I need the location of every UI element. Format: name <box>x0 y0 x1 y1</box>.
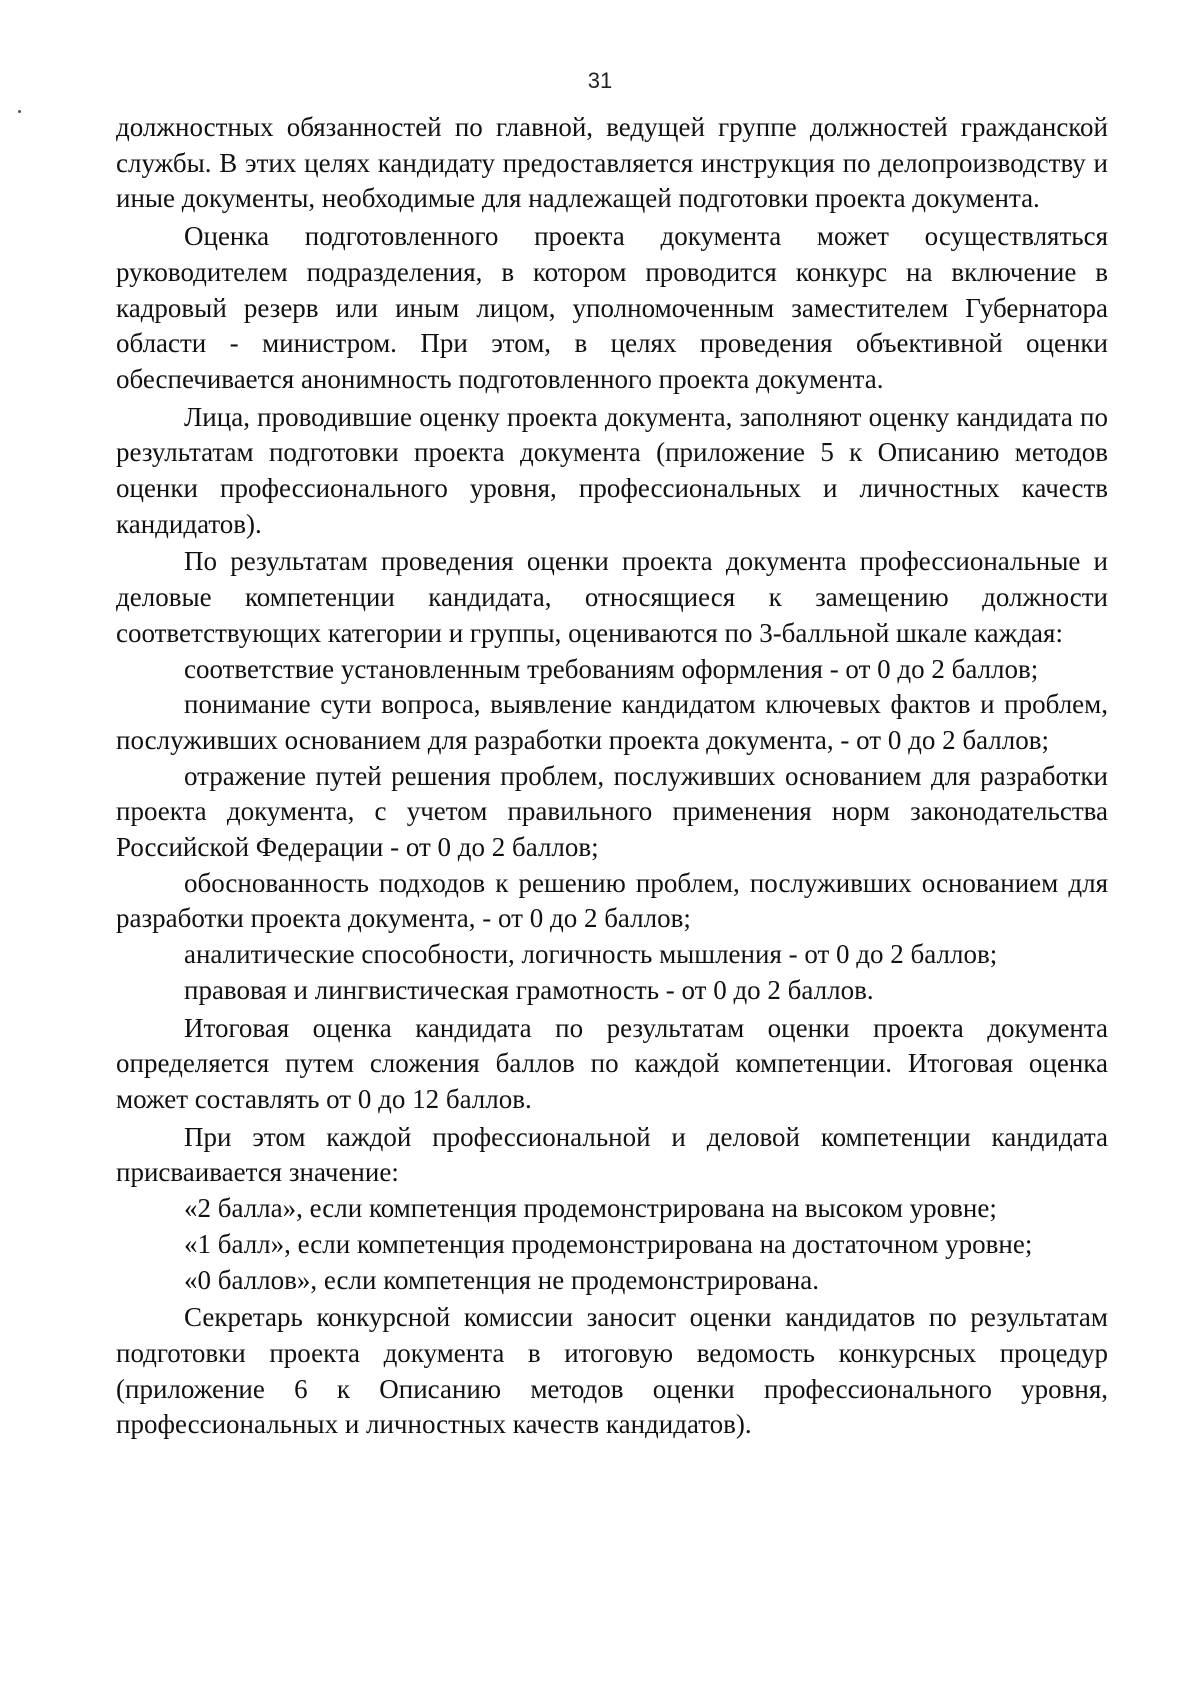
paragraph: Лица, проводившие оценку проекта документа, заполняют оценку кандидата по результатам подготовки проекта документа (приложение 5 к Описанию методов оценки профессионального уровня, профессиональных и личностных качеств кандидатов). <box>116 401 1108 539</box>
paragraph: Оценка подготовленного проекта документа может осуществляться руководителем подразделения, в котором проводится конкурс на включение в кадровый резерв или иным лицом, уполномоченным заместителем Губернатора области - министром. При этом, в целях проведения объективной оценки обеспечивается анонимность подготовленного проекта документа. <box>116 221 1108 394</box>
page-number: 31 <box>587 68 613 93</box>
list-item: «0 баллов», если компетенция не продемонстрирована. <box>184 1264 820 1295</box>
list-item: отражение путей решения проблем, послуживших основанием для разработки проекта документа, с учетом правильного применения норм законодательства Российской Федерации - от 0 до 2 баллов; <box>116 760 1108 863</box>
list-item: правовая и лингвистическая грамотность - от 0 до 2 баллов. <box>184 974 874 1005</box>
list-item: «1 балл», если компетенция продемонстрирована на достаточном уровне; <box>184 1228 1033 1259</box>
document-body <box>116 110 1108 1443</box>
paragraph: Секретарь конкурсной комиссии заносит оценки кандидатов по результатам подготовки проекта документа в итоговую ведомость конкурсных процедур (приложение 6 к Описанию методов оценки профессионального уровня, профессиональных и личностных качеств кандидатов). <box>116 1302 1108 1440</box>
list-item: обоснованность подходов к решению проблем, послуживших основанием для разработки проекта документа, - от 0 до 2 баллов; <box>116 867 1108 934</box>
list-item: «2 балла», если компетенция продемонстрирована на высоком уровне; <box>184 1193 997 1224</box>
paragraph: Итоговая оценка кандидата по результатам оценки проекта документа определяется путем сложения баллов по каждой компетенции. Итоговая оценка может составлять от 0 до 12 баллов. <box>116 1012 1108 1114</box>
scan-speck <box>18 110 21 113</box>
paragraph: должностных обязанностей по главной, ведущей группе должностей гражданской службы. В этих целях кандидату предоставляется инструкция по делопроизводству и иные документы, необходимые для надлежащей подготовки проекта документа. <box>116 112 1108 214</box>
list-item: соответствие установленным требованиям оформления - от 0 до 2 баллов; <box>184 653 1039 684</box>
paragraph: По результатам проведения оценки проекта документа профессиональные и деловые компетенции кандидата, относящиеся к замещению должности соответствующих категории и группы, оцениваются по 3-балльной шкале каждая: <box>116 546 1108 648</box>
list-item: понимание сути вопроса, выявление кандидатом ключевых фактов и проблем, послуживших основанием для разработки проекта документа, - от 0 до 2 баллов; <box>116 689 1108 755</box>
list-item: аналитические способности, логичность мышления - от 0 до 2 баллов; <box>184 939 998 970</box>
paragraph: При этом каждой профессиональной и деловой компетенции кандидата присваивается значение: <box>116 1121 1108 1188</box>
